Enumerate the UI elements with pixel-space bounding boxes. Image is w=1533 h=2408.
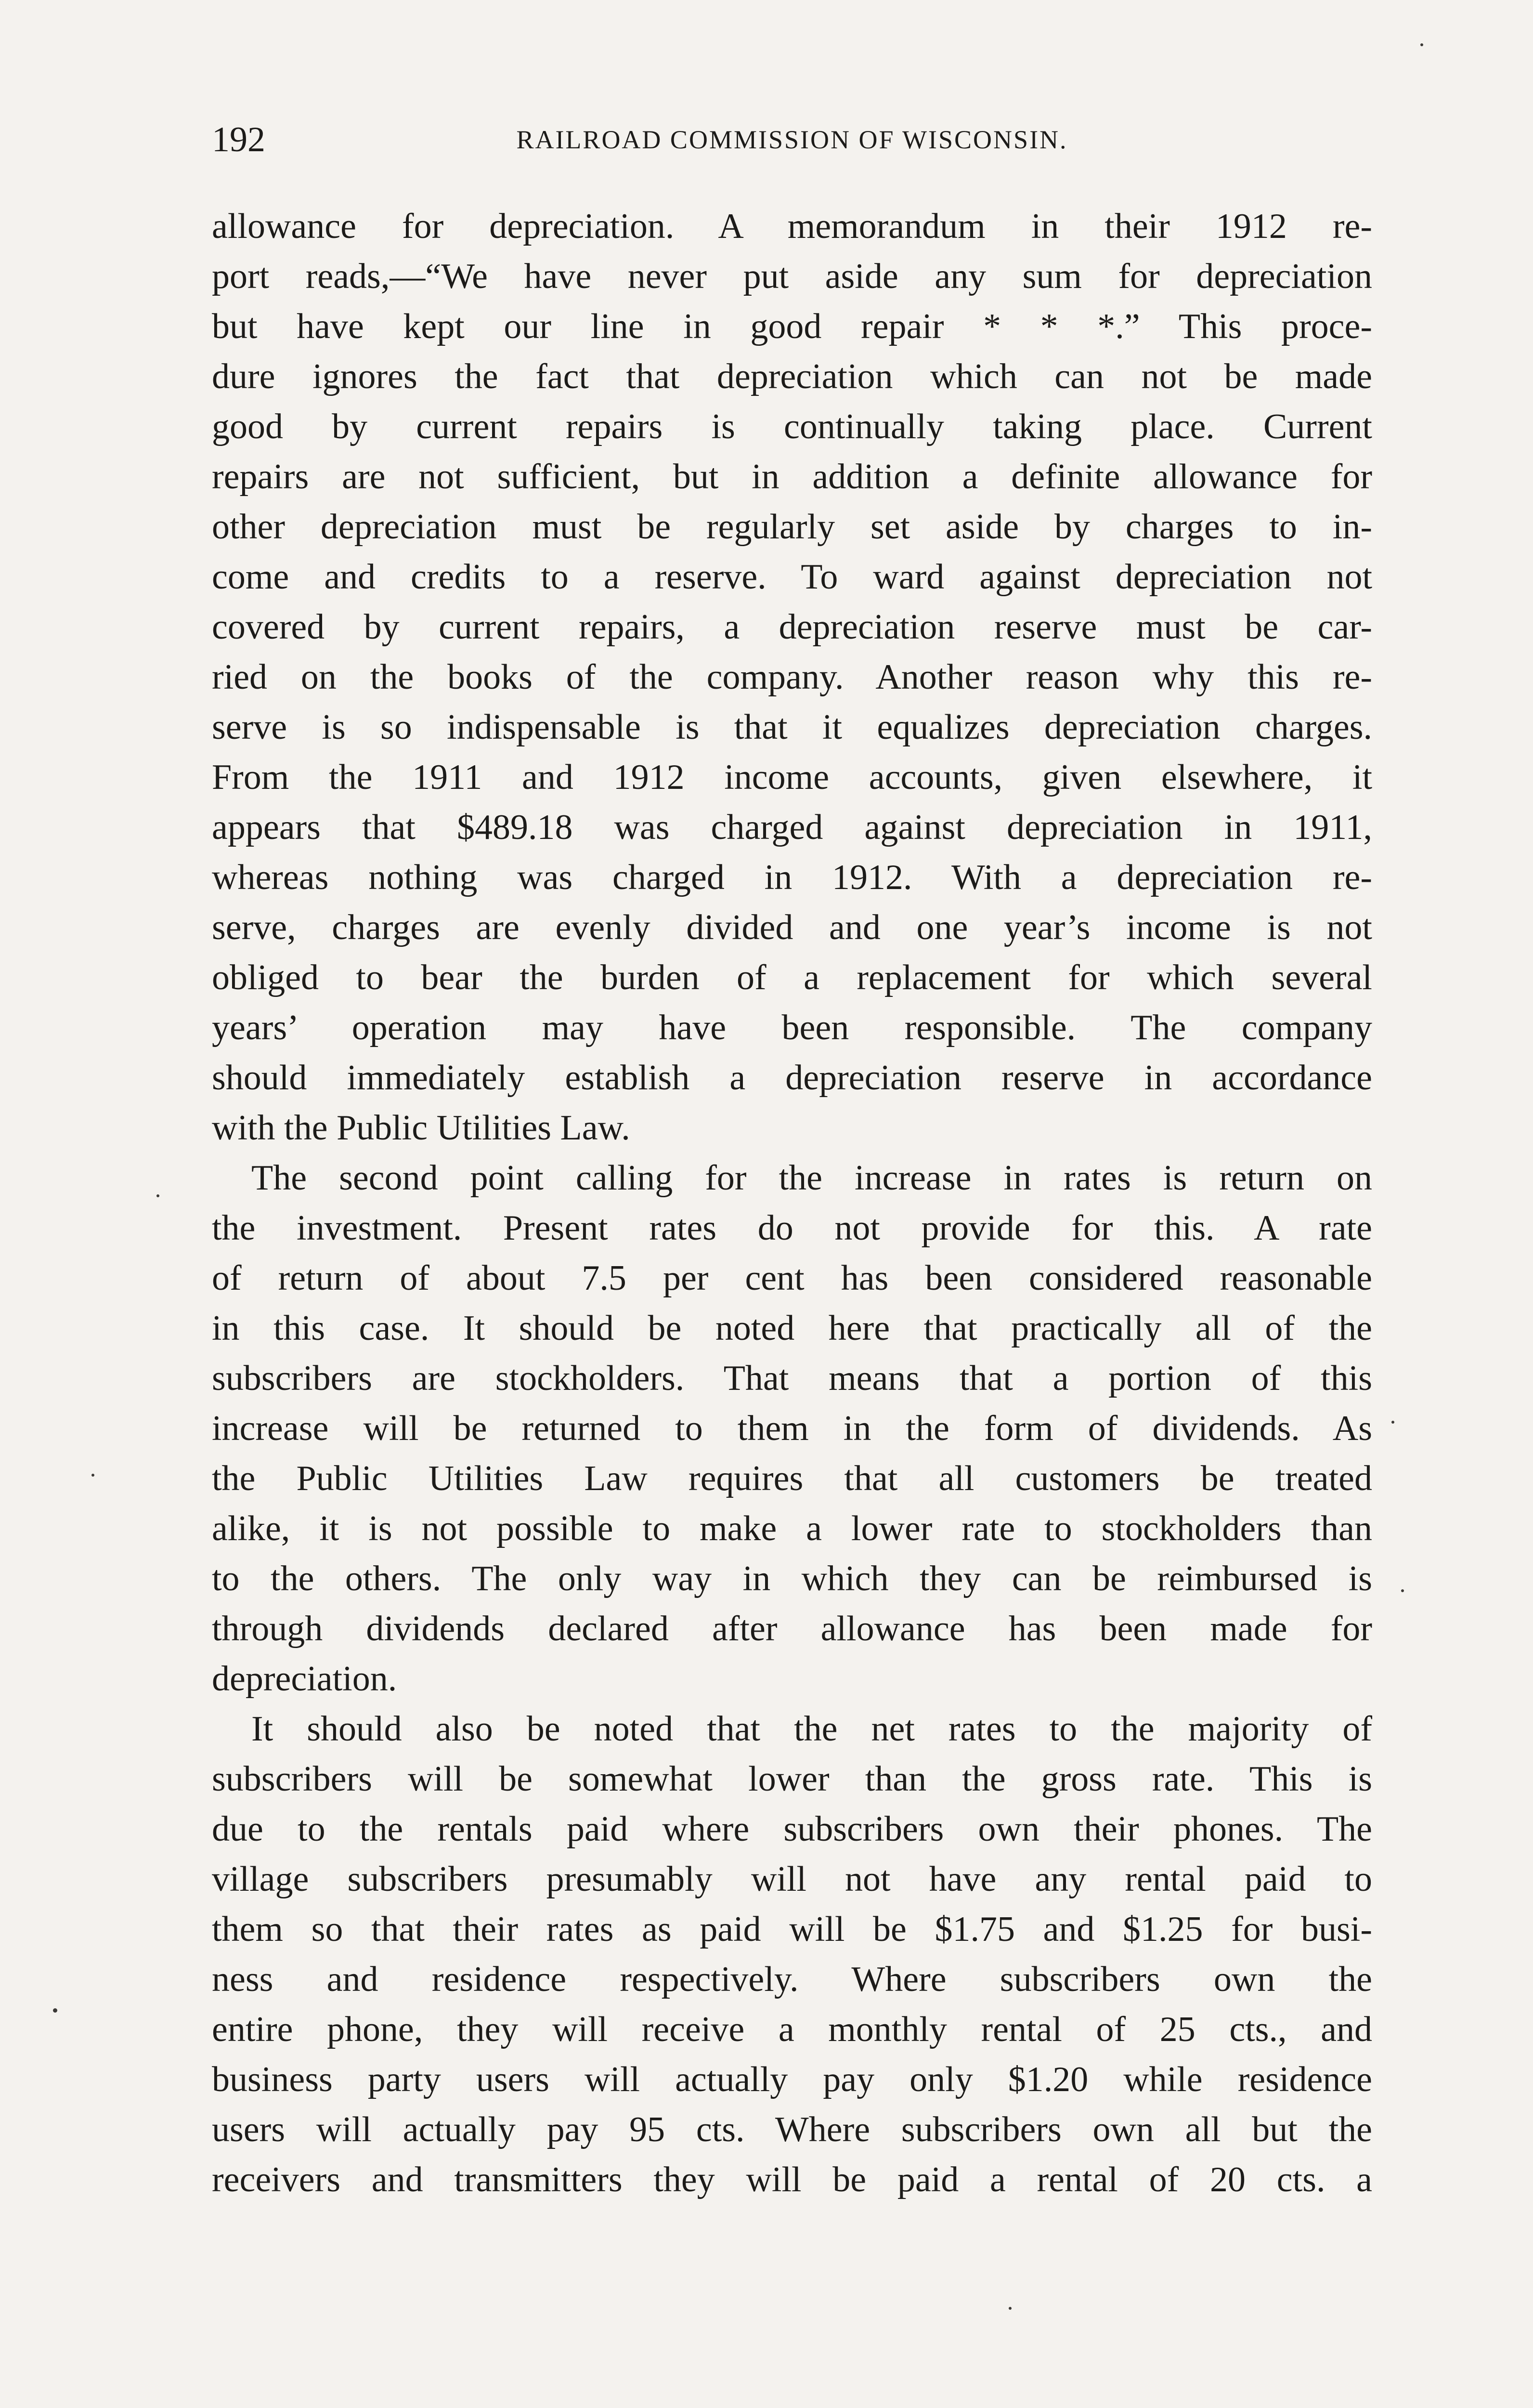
paragraph-depreciation [212, 201, 1372, 1153]
text-line: appears that $489.18 was charged against depreciation in 1911, [212, 808, 1372, 847]
text-line: From the 1911 and 1912 income accounts, given elsewhere, it [212, 758, 1372, 797]
text-line: The second point calling for the increase in rates is return on [251, 1158, 1372, 1198]
text-line: allowance for depreciation. A memorandum in their 1912 re- [212, 207, 1372, 246]
text-line: serve is so indispensable is that it equalizes depreciation charges. [212, 707, 1372, 747]
text-line: but have kept our line in good repair * * *.” This proce- [212, 307, 1372, 346]
text-line: serve, charges are evenly divided and one year’s income is not [212, 908, 1372, 947]
text-line: depreciation. [212, 1659, 397, 1699]
text-line: with the Public Utilities Law. [212, 1108, 630, 1148]
scan-speck [1391, 1421, 1394, 1424]
scan-speck [1401, 1589, 1404, 1592]
page-header [212, 113, 1372, 166]
text-line: It should also be noted that the net rates to the majority of [251, 1709, 1372, 1749]
scan-speck [91, 1474, 94, 1477]
scan-speck [1009, 2307, 1012, 2310]
text-line: due to the rentals paid where subscribers own their phones. The [212, 1809, 1372, 1849]
text-line: should immediately establish a depreciation reserve in accordance [212, 1058, 1372, 1098]
text-line: in this case. It should be noted here that practically all of the [212, 1309, 1372, 1348]
text-line: business party users will actually pay only $1.20 while residence [212, 2060, 1372, 2099]
text-line: ried on the books of the company. Another reason why this re- [212, 657, 1372, 697]
text-line: whereas nothing was charged in 1912. With a depreciation re- [212, 858, 1372, 897]
scan-speck [53, 2008, 57, 2013]
body-text [212, 201, 1372, 2205]
text-line: other depreciation must be regularly set aside by charges to in- [212, 507, 1372, 547]
text-line: the investment. Present rates do not provide for this. A rate [212, 1208, 1372, 1248]
text-line: port reads,—“We have never put aside any sum for depreciation [212, 257, 1372, 296]
text-line: alike, it is not possible to make a lower rate to stockholders than [212, 1509, 1372, 1548]
paragraph-return-on-investment [212, 1153, 1372, 1704]
text-line: entire phone, they will receive a monthly rental of 25 cts., and [212, 2010, 1372, 2049]
scan-speck [1420, 43, 1423, 46]
text-line: to the others. The only way in which they can be reimbursed is [212, 1559, 1372, 1598]
text-line: years’ operation may have been responsible. The company [212, 1008, 1372, 1047]
paragraph-net-rates [212, 1704, 1372, 2205]
text-line: of return of about 7.5 per cent has been considered reasonable [212, 1258, 1372, 1298]
text-line: receivers and transmitters they will be paid a rental of 20 cts. a [212, 2160, 1372, 2199]
text-line: obliged to bear the burden of a replacement for which several [212, 958, 1372, 997]
text-line: covered by current repairs, a depreciation reserve must be car- [212, 607, 1372, 647]
text-line: dure ignores the fact that depreciation which can not be made [212, 357, 1372, 396]
text-line: good by current repairs is continually taking place. Current [212, 407, 1372, 446]
text-line: through dividends declared after allowance has been made for [212, 1609, 1372, 1649]
scan-speck [156, 1194, 159, 1197]
text-line: the Public Utilities Law requires that all customers be treated [212, 1459, 1372, 1498]
running-head: RAILROAD COMMISSION OF WISCONSIN. [516, 125, 1068, 154]
text-line: users will actually pay 95 cts. Where subscribers own all but the [212, 2110, 1372, 2149]
text-line: ness and residence respectively. Where subscribers own the [212, 1960, 1372, 1999]
text-line: increase will be returned to them in the form of dividends. As [212, 1409, 1372, 1448]
text-line: subscribers are stockholders. That means that a portion of this [212, 1359, 1372, 1398]
text-line: village subscribers presumably will not have any rental paid to [212, 1859, 1372, 1899]
page-number: 192 [212, 120, 265, 159]
text-line: subscribers will be somewhat lower than the gross rate. This is [212, 1759, 1372, 1799]
text-line: come and credits to a reserve. To ward against depreciation not [212, 557, 1372, 597]
text-line: repairs are not sufficient, but in addition a definite allowance for [212, 457, 1372, 497]
text-line: them so that their rates as paid will be $1.75 and $1.25 for busi- [212, 1910, 1372, 1949]
